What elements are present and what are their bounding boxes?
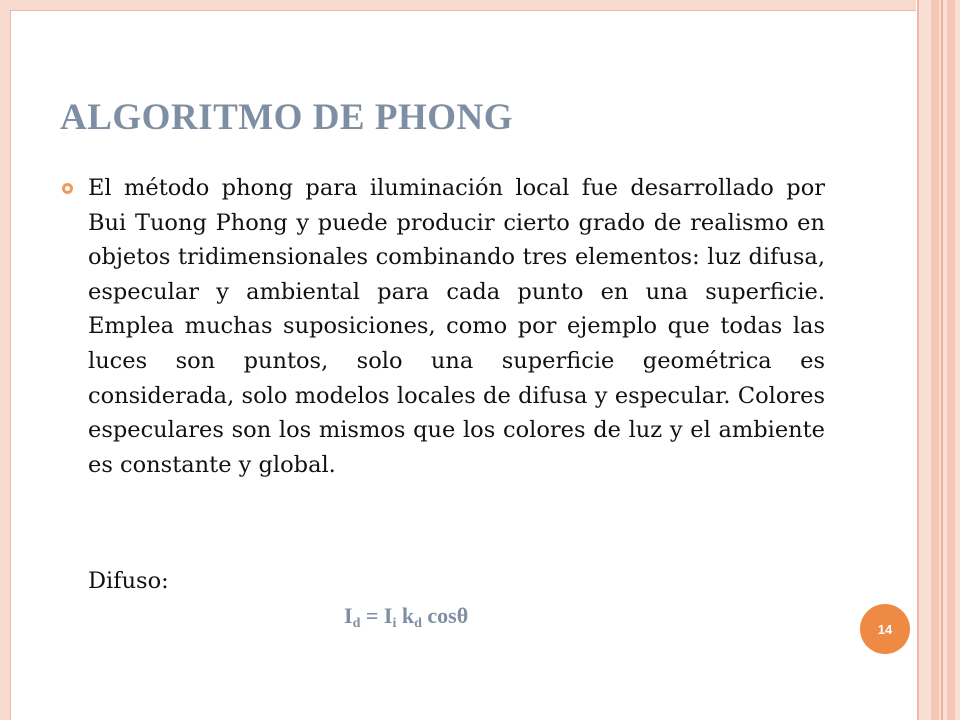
right-stripe [917, 0, 919, 720]
formula-cosine: cosθ [421, 603, 469, 628]
formula-equals: = [360, 603, 384, 628]
diffuse-formula [344, 603, 468, 632]
left-frame-border [0, 0, 11, 720]
slide-title: ALGORITMO DE PHONG [60, 97, 514, 138]
right-stripe [941, 0, 943, 720]
page-number-badge: 14 [860, 604, 910, 654]
formula-term-subscript: i [392, 616, 397, 631]
top-frame-border [10, 0, 916, 11]
diffuse-label: Difuso: [88, 568, 169, 594]
bullet-paragraph: El método phong para iluminación local fue desarrollado por Bui Tuong Phong y puede producir cierto grado de realismo en objetos tridimensionales combinando tres elementos: luz difusa, especular y ambiental para cada punto en una superficie. Emplea muchas suposiciones, como por ejemplo que todas las luces son puntos, solo una superficie geométrica es considerada, solo modelos locales de difusa y especular. Colores especulares son los mismos que los colores de luz y el ambiente es constante y global. [88, 175, 825, 478]
formula-coefficient-main: k [396, 603, 415, 628]
right-stripe [947, 0, 955, 720]
formula-lhs-subscript: d [352, 616, 361, 631]
formula-term-main: I [383, 603, 393, 628]
formula-lhs-main: I [344, 603, 353, 628]
formula-coefficient-subscript: d [414, 616, 422, 631]
right-stripe [931, 0, 939, 720]
bullet-icon [62, 183, 73, 194]
